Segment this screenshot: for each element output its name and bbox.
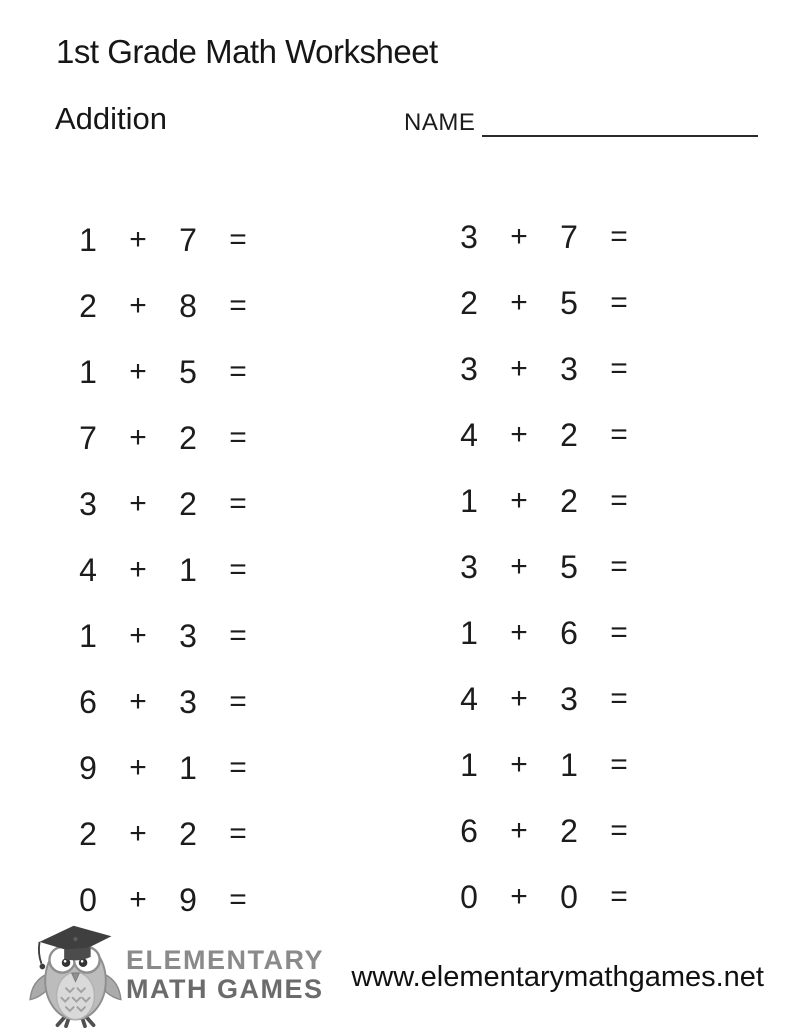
addend-a: 1 (460, 614, 478, 651)
plus-operator: + (129, 355, 147, 388)
problem-row (63, 537, 263, 603)
page-title: 1st Grade Math Worksheet (56, 33, 438, 70)
addend-a: 3 (460, 218, 478, 255)
equals-sign: = (610, 220, 628, 253)
addend-a: 9 (79, 749, 97, 786)
equals-sign: = (229, 289, 247, 322)
addend-b: 2 (560, 812, 578, 849)
addend-a: 1 (460, 482, 478, 519)
owl-graduate-icon (28, 922, 123, 1028)
problem-row (444, 666, 644, 732)
addend-b: 5 (560, 284, 578, 321)
problem-row (63, 405, 263, 471)
problem-row (444, 336, 644, 402)
addend-b: 3 (560, 680, 578, 717)
name-blank-line[interactable] (482, 108, 758, 137)
equals-sign: = (610, 286, 628, 319)
equals-sign: = (229, 421, 247, 454)
equals-sign: = (229, 553, 247, 586)
plus-operator: + (129, 619, 147, 652)
problem-row (63, 273, 263, 339)
plus-operator: + (129, 223, 147, 256)
problem-row (63, 735, 263, 801)
addend-a: 6 (460, 812, 478, 849)
addend-a: 4 (460, 416, 478, 453)
plus-operator: + (129, 751, 147, 784)
addend-b: 2 (179, 815, 197, 852)
addend-b: 3 (179, 617, 197, 654)
elementary-math-games-logo (28, 922, 324, 1028)
plus-operator: + (129, 487, 147, 520)
addend-b: 9 (179, 881, 197, 918)
problem-row (444, 600, 644, 666)
equals-sign: = (229, 883, 247, 916)
equals-sign: = (610, 352, 628, 385)
plus-operator: + (510, 220, 528, 253)
addend-b: 2 (179, 419, 197, 456)
addend-a: 4 (79, 551, 97, 588)
plus-operator: + (510, 682, 528, 715)
problem-row (444, 732, 644, 798)
problem-row (444, 402, 644, 468)
website-url: www.elementarymathgames.net (351, 961, 764, 993)
plus-operator: + (510, 550, 528, 583)
plus-operator: + (129, 685, 147, 718)
name-field (404, 108, 758, 137)
equals-sign: = (610, 418, 628, 451)
addend-a: 4 (460, 680, 478, 717)
addend-a: 0 (79, 881, 97, 918)
problem-row (63, 207, 263, 273)
problem-row (444, 270, 644, 336)
problem-row (63, 471, 263, 537)
equals-sign: = (610, 484, 628, 517)
problems-column-right (444, 204, 644, 930)
logo-text-line1: ELEMENTARY (126, 944, 325, 975)
addend-b: 6 (560, 614, 578, 651)
equals-sign: = (610, 880, 628, 913)
equals-sign: = (229, 355, 247, 388)
equals-sign: = (610, 616, 628, 649)
addend-a: 2 (460, 284, 478, 321)
addend-a: 1 (79, 617, 97, 654)
addend-a: 2 (79, 815, 97, 852)
subtitle-addition: Addition (55, 101, 168, 136)
equals-sign: = (229, 685, 247, 718)
addend-b: 0 (560, 878, 578, 915)
problem-row (63, 603, 263, 669)
plus-operator: + (510, 880, 528, 913)
problem-row (444, 468, 644, 534)
plus-operator: + (510, 286, 528, 319)
addend-a: 1 (460, 746, 478, 783)
addend-a: 3 (460, 350, 478, 387)
addend-a: 1 (79, 353, 97, 390)
equals-sign: = (610, 748, 628, 781)
logo-text-line2: MATH GAMES (126, 974, 324, 1004)
plus-operator: + (129, 421, 147, 454)
addend-b: 7 (179, 221, 197, 258)
equals-sign: = (610, 682, 628, 715)
addend-b: 2 (179, 485, 197, 522)
addend-a: 6 (79, 683, 97, 720)
plus-operator: + (510, 814, 528, 847)
addend-b: 1 (560, 746, 578, 783)
addend-a: 7 (79, 419, 97, 456)
problem-row (444, 798, 644, 864)
plus-operator: + (510, 352, 528, 385)
equals-sign: = (229, 223, 247, 256)
problem-row (63, 339, 263, 405)
logo-text (126, 946, 324, 1004)
addend-b: 1 (179, 749, 197, 786)
plus-operator: + (510, 418, 528, 451)
problem-row (63, 801, 263, 867)
problem-row (444, 204, 644, 270)
plus-operator: + (129, 817, 147, 850)
plus-operator: + (129, 289, 147, 322)
problem-row (444, 534, 644, 600)
problem-row (63, 669, 263, 735)
plus-operator: + (510, 748, 528, 781)
addend-b: 5 (179, 353, 197, 390)
equals-sign: = (229, 751, 247, 784)
equals-sign: = (610, 550, 628, 583)
name-label: NAME (404, 109, 476, 136)
problems-column-left (63, 207, 263, 933)
plus-operator: + (510, 484, 528, 517)
addend-b: 7 (560, 218, 578, 255)
addend-b: 2 (560, 482, 578, 519)
addend-a: 1 (79, 221, 97, 258)
addend-b: 2 (560, 416, 578, 453)
plus-operator: + (129, 883, 147, 916)
addend-b: 8 (179, 287, 197, 324)
addend-a: 3 (79, 485, 97, 522)
problem-row (444, 864, 644, 930)
addend-a: 3 (460, 548, 478, 585)
addend-a: 0 (460, 878, 478, 915)
addend-b: 1 (179, 551, 197, 588)
plus-operator: + (510, 616, 528, 649)
addend-b: 5 (560, 548, 578, 585)
addend-b: 3 (560, 350, 578, 387)
equals-sign: = (229, 487, 247, 520)
addend-b: 3 (179, 683, 197, 720)
plus-operator: + (129, 553, 147, 586)
equals-sign: = (229, 817, 247, 850)
equals-sign: = (229, 619, 247, 652)
addend-a: 2 (79, 287, 97, 324)
equals-sign: = (610, 814, 628, 847)
